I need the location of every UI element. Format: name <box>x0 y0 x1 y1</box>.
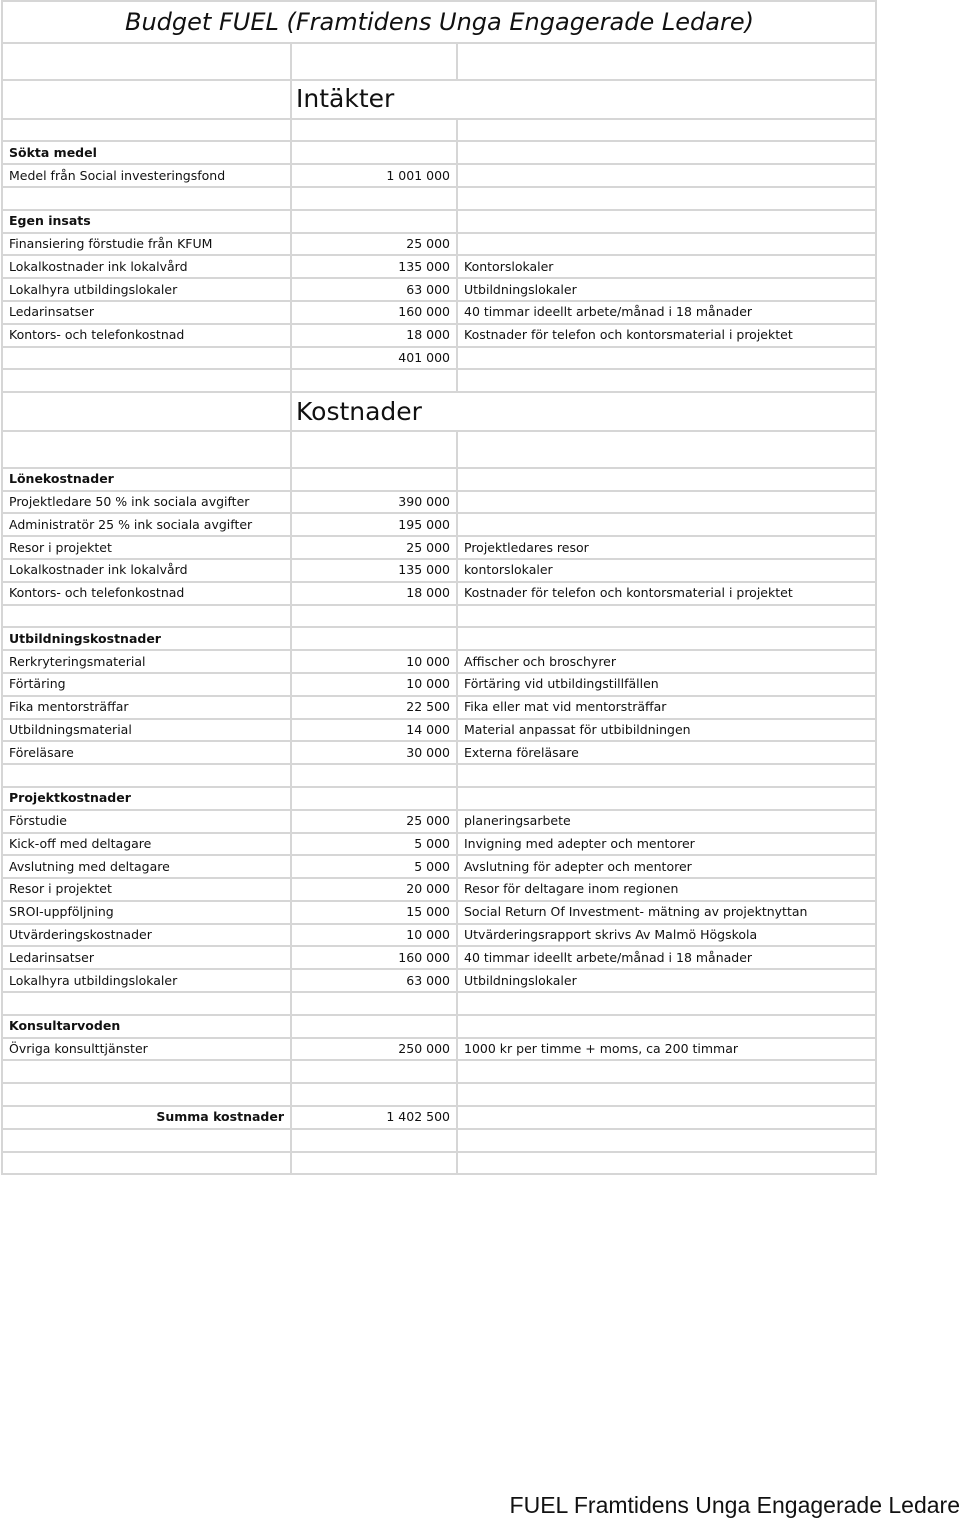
row-note <box>457 491 876 514</box>
budget-row <box>2 582 876 605</box>
row-label: Kontors- och telefonkostnad <box>2 582 291 605</box>
row-amount: 25 000 <box>291 233 457 256</box>
budget-row <box>2 255 876 278</box>
row-label: Avslutning med deltagare <box>2 855 291 878</box>
row-amount: 160 000 <box>291 946 457 969</box>
empty-cell <box>457 1015 876 1038</box>
row-amount: 160 000 <box>291 301 457 324</box>
empty-cell <box>2 1060 291 1083</box>
empty-cell <box>2 1152 291 1175</box>
empty-cell <box>291 627 457 650</box>
group-heading-row <box>2 141 876 164</box>
row-note: kontorslokaler <box>457 559 876 582</box>
row-label: Lokalkostnader ink lokalvård <box>2 559 291 582</box>
empty-cell <box>457 1129 876 1152</box>
empty-cell <box>291 1152 457 1175</box>
section-heading-row <box>2 80 876 119</box>
empty-cell <box>2 369 291 392</box>
row-label: Utvärderingskostnader <box>2 924 291 947</box>
empty-cell <box>457 43 876 80</box>
empty-cell <box>457 1152 876 1175</box>
empty-cell <box>291 992 457 1015</box>
row-amount: 10 000 <box>291 924 457 947</box>
title-row <box>2 1 876 43</box>
row-amount: 14 000 <box>291 719 457 742</box>
row-amount: 10 000 <box>291 673 457 696</box>
row-note: Förtäring vid utbildingstillfällen <box>457 673 876 696</box>
budget-row <box>2 719 876 742</box>
empty-cell <box>291 210 457 233</box>
row-label: Utbildningsmaterial <box>2 719 291 742</box>
row-note <box>457 233 876 256</box>
row-amount: 390 000 <box>291 491 457 514</box>
row-note: planeringsarbete <box>457 810 876 833</box>
empty-row <box>2 1129 876 1152</box>
row-label: Förtäring <box>2 673 291 696</box>
group-heading-row <box>2 627 876 650</box>
empty-cell <box>457 187 876 210</box>
budget-row <box>2 741 876 764</box>
row-amount: 250 000 <box>291 1038 457 1061</box>
row-label: Kontors- och telefonkostnad <box>2 324 291 347</box>
row-note: 40 timmar ideellt arbete/månad i 18 månader <box>457 946 876 969</box>
budget-row <box>2 810 876 833</box>
row-label: Medel från Social investeringsfond <box>2 164 291 187</box>
budget-row <box>2 901 876 924</box>
row-label: Resor i projektet <box>2 536 291 559</box>
empty-cell <box>2 187 291 210</box>
empty-cell <box>2 43 291 80</box>
empty-cell <box>457 431 876 468</box>
group-heading-row <box>2 1015 876 1038</box>
row-note: 1000 kr per timme + moms, ca 200 timmar <box>457 1038 876 1061</box>
row-amount: 18 000 <box>291 324 457 347</box>
group-heading: Utbildningskostnader <box>2 627 291 650</box>
empty-cell <box>457 1060 876 1083</box>
empty-cell <box>457 787 876 810</box>
group-heading-row <box>2 468 876 491</box>
spacer-row <box>2 43 876 80</box>
row-label: Fika mentorsträffar <box>2 696 291 719</box>
empty-cell <box>2 80 291 119</box>
row-note: Kontorslokaler <box>457 255 876 278</box>
empty-cell <box>457 764 876 787</box>
row-note: Utbildningslokaler <box>457 278 876 301</box>
row-note <box>457 164 876 187</box>
own-total: 401 000 <box>291 347 457 370</box>
row-note: Utvärderingsrapport skrivs Av Malmö Högskola <box>457 924 876 947</box>
budget-row <box>2 278 876 301</box>
row-note: Externa föreläsare <box>457 741 876 764</box>
group-heading: Sökta medel <box>2 141 291 164</box>
spacer-row <box>2 431 876 468</box>
empty-cell <box>291 1060 457 1083</box>
budget-row <box>2 833 876 856</box>
budget-row <box>2 878 876 901</box>
row-note: Affischer och broschyrer <box>457 650 876 673</box>
row-amount: 5 000 <box>291 855 457 878</box>
row-amount: 195 000 <box>291 513 457 536</box>
row-amount: 25 000 <box>291 536 457 559</box>
row-amount: 22 500 <box>291 696 457 719</box>
row-note: 40 timmar ideellt arbete/månad i 18 månader <box>457 301 876 324</box>
row-amount: 63 000 <box>291 278 457 301</box>
empty-cell <box>457 468 876 491</box>
row-amount: 25 000 <box>291 810 457 833</box>
group-heading: Konsultarvoden <box>2 1015 291 1038</box>
row-label: Övriga konsulttjänster <box>2 1038 291 1061</box>
row-note: Kostnader för telefon och kontorsmaterial i projektet <box>457 582 876 605</box>
row-note: Avslutning för adepter och mentorer <box>457 855 876 878</box>
row-label: Kick-off med deltagare <box>2 833 291 856</box>
empty-cell <box>291 764 457 787</box>
empty-cell <box>2 119 291 142</box>
budget-row <box>2 924 876 947</box>
empty-cell <box>291 141 457 164</box>
empty-cell <box>457 627 876 650</box>
empty-row <box>2 119 876 142</box>
row-note: Invigning med adepter och mentorer <box>457 833 876 856</box>
empty-cell <box>457 141 876 164</box>
empty-cell <box>2 992 291 1015</box>
group-heading: Egen insats <box>2 210 291 233</box>
empty-cell <box>457 347 876 370</box>
budget-row <box>2 513 876 536</box>
budget-row <box>2 855 876 878</box>
empty-row <box>2 764 876 787</box>
empty-cell <box>457 119 876 142</box>
row-amount: 63 000 <box>291 969 457 992</box>
row-label: Lokalhyra utbildingslokaler <box>2 278 291 301</box>
group-heading: Lönekostnader <box>2 468 291 491</box>
budget-row <box>2 233 876 256</box>
row-amount: 30 000 <box>291 741 457 764</box>
budget-row <box>2 1038 876 1061</box>
empty-cell <box>457 1106 876 1129</box>
footer-text: FUEL Framtidens Unga Engagerade Ledare <box>509 1492 960 1518</box>
row-label: Förstudie <box>2 810 291 833</box>
group-heading-row <box>2 787 876 810</box>
empty-row <box>2 1152 876 1175</box>
row-note: Projektledares resor <box>457 536 876 559</box>
row-note: Material anpassat för utbibildningen <box>457 719 876 742</box>
empty-cell <box>2 605 291 628</box>
row-label: Rerkryteringsmaterial <box>2 650 291 673</box>
empty-cell <box>291 43 457 80</box>
empty-row <box>2 1083 876 1106</box>
budget-row <box>2 301 876 324</box>
row-label: SROI-uppföljning <box>2 901 291 924</box>
empty-cell <box>2 347 291 370</box>
row-label: Lokalkostnader ink lokalvård <box>2 255 291 278</box>
row-label: Ledarinsatser <box>2 301 291 324</box>
row-label: Resor i projektet <box>2 878 291 901</box>
empty-cell <box>2 1083 291 1106</box>
row-amount: 135 000 <box>291 559 457 582</box>
empty-cell <box>291 431 457 468</box>
sum-row <box>2 1106 876 1129</box>
row-note: Social Return Of Investment- mätning av projektnyttan <box>457 901 876 924</box>
empty-cell <box>291 119 457 142</box>
empty-cell <box>457 1083 876 1106</box>
budget-row <box>2 559 876 582</box>
empty-cell <box>457 992 876 1015</box>
row-note <box>457 513 876 536</box>
empty-cell <box>2 431 291 468</box>
budget-row <box>2 946 876 969</box>
row-amount: 5 000 <box>291 833 457 856</box>
empty-cell <box>291 187 457 210</box>
group-heading-row <box>2 210 876 233</box>
empty-cell <box>291 1015 457 1038</box>
empty-row <box>2 187 876 210</box>
document-title: Budget FUEL (Framtidens Unga Engagerade Ledare) <box>2 1 876 43</box>
empty-row <box>2 992 876 1015</box>
empty-cell <box>291 605 457 628</box>
budget-row <box>2 536 876 559</box>
empty-cell <box>457 369 876 392</box>
empty-cell <box>2 1129 291 1152</box>
row-label: Administratör 25 % ink sociala avgifter <box>2 513 291 536</box>
empty-cell <box>291 787 457 810</box>
row-note: Utbildningslokaler <box>457 969 876 992</box>
section-heading-row <box>2 392 876 431</box>
row-label: Ledarinsatser <box>2 946 291 969</box>
empty-row <box>2 605 876 628</box>
empty-row <box>2 369 876 392</box>
sum-label: Summa kostnader <box>2 1106 291 1129</box>
section-heading: Kostnader <box>291 392 876 431</box>
row-amount: 1 001 000 <box>291 164 457 187</box>
row-label: Föreläsare <box>2 741 291 764</box>
budget-row <box>2 696 876 719</box>
budget-row <box>2 650 876 673</box>
empty-row <box>2 1060 876 1083</box>
budget-row <box>2 673 876 696</box>
row-label: Projektledare 50 % ink sociala avgifter <box>2 491 291 514</box>
row-note: Kostnader för telefon och kontorsmaterial i projektet <box>457 324 876 347</box>
section-heading: Intäkter <box>291 80 876 119</box>
empty-cell <box>291 1083 457 1106</box>
empty-cell <box>291 369 457 392</box>
empty-cell <box>457 210 876 233</box>
budget-table <box>1 0 877 1175</box>
row-amount: 20 000 <box>291 878 457 901</box>
row-label: Finansiering förstudie från KFUM <box>2 233 291 256</box>
sum-value: 1 402 500 <box>291 1106 457 1129</box>
empty-cell <box>2 392 291 431</box>
income-total-row <box>2 347 876 370</box>
budget-row <box>2 324 876 347</box>
row-note: Fika eller mat vid mentorsträffar <box>457 696 876 719</box>
row-note: Resor för deltagare inom regionen <box>457 878 876 901</box>
empty-cell <box>291 1129 457 1152</box>
budget-row <box>2 969 876 992</box>
empty-cell <box>291 468 457 491</box>
row-amount: 10 000 <box>291 650 457 673</box>
row-amount: 135 000 <box>291 255 457 278</box>
empty-cell <box>2 764 291 787</box>
budget-row <box>2 491 876 514</box>
row-amount: 18 000 <box>291 582 457 605</box>
budget-row <box>2 164 876 187</box>
budget-sheet <box>1 0 877 1175</box>
row-label: Lokalhyra utbildingslokaler <box>2 969 291 992</box>
group-heading: Projektkostnader <box>2 787 291 810</box>
row-amount: 15 000 <box>291 901 457 924</box>
empty-cell <box>457 605 876 628</box>
